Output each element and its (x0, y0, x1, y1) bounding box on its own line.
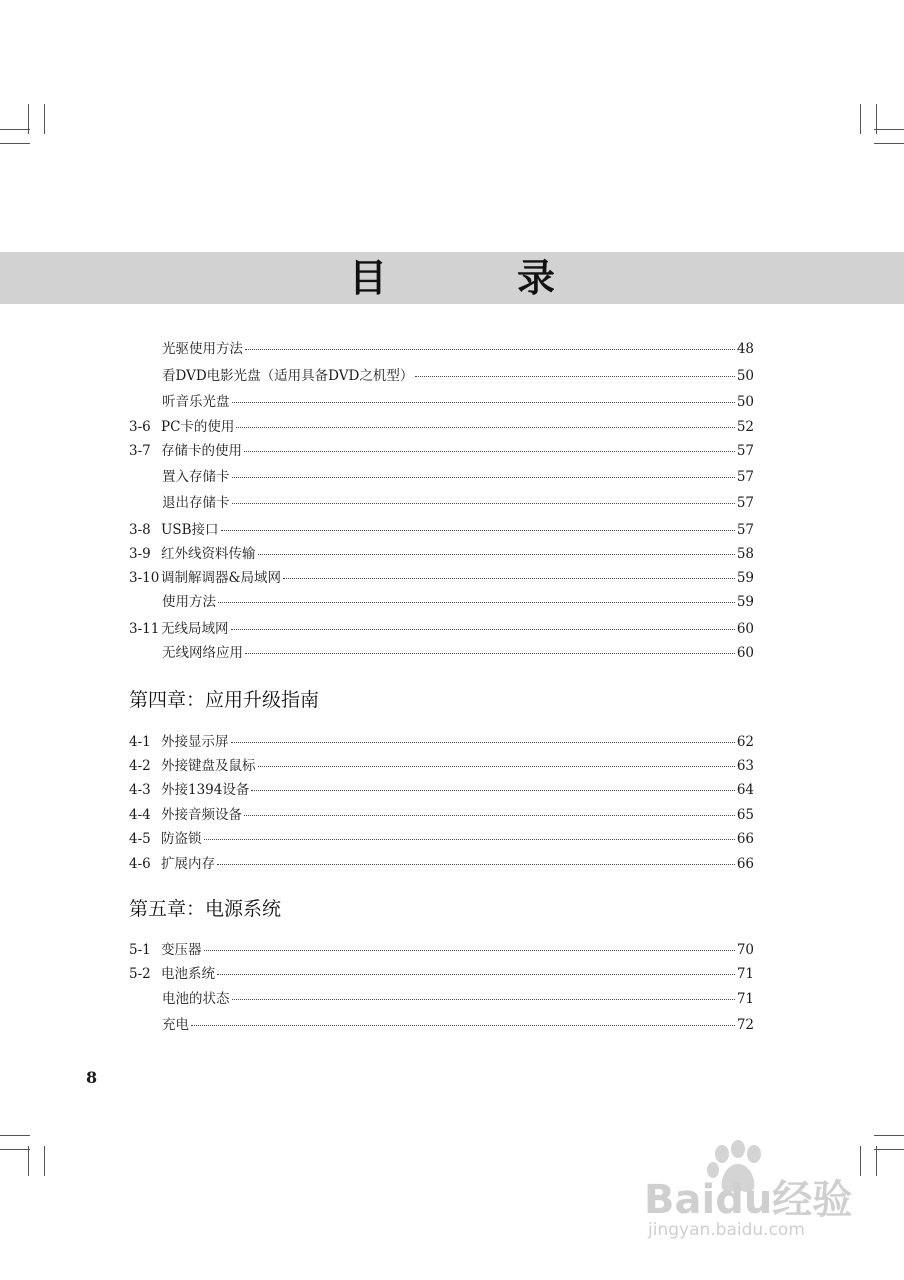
toc-entry-page: 65 (736, 807, 754, 823)
crop-mark (874, 1135, 904, 1136)
toc-entry-label: 使用方法 (162, 594, 216, 610)
crop-mark (860, 104, 861, 134)
toc-leader-dots (217, 973, 735, 975)
toc-entry-page: 50 (736, 368, 754, 384)
toc-leader-dots (258, 765, 735, 767)
toc-entry-label: 看DVD电影光盘（适用具备DVD之机型） (162, 368, 414, 384)
toc-entry[interactable] (129, 519, 754, 541)
toc-entry-number: 4-5 (129, 831, 151, 847)
toc-entry[interactable] (129, 591, 754, 613)
toc-entry-page: 66 (736, 831, 754, 847)
toc-entry-page: 57 (736, 522, 754, 538)
toc-leader-dots (232, 401, 735, 403)
toc-entry[interactable] (129, 365, 754, 387)
chapter-heading[interactable]: 第五章：电源系统 (129, 898, 282, 920)
toc-entry-page: 59 (736, 570, 754, 586)
toc-leader-dots (244, 814, 735, 816)
crop-mark (0, 1149, 30, 1150)
toc-leader-dots (283, 577, 735, 579)
toc-leader-dots (217, 863, 735, 865)
toc-entry-page: 64 (736, 782, 754, 798)
toc-entry-page: 72 (736, 1017, 754, 1033)
toc-entry-label: 无线网络应用 (162, 645, 243, 661)
toc-leader-dots (251, 789, 734, 791)
crop-mark (28, 1146, 29, 1176)
toc-entry-page: 62 (736, 734, 754, 750)
toc-leader-dots (231, 741, 735, 743)
baidu-watermark (640, 1140, 860, 1250)
toc-entry-number: 3-9 (129, 546, 151, 562)
toc-entry[interactable] (129, 642, 754, 664)
toc-leader-dots (218, 601, 735, 603)
toc-entry-label: 充电 (162, 1017, 189, 1033)
toc-entry-page: 50 (736, 394, 754, 410)
toc-entry-label: 调制解调器&局域网 (161, 570, 282, 586)
toc-entry[interactable] (129, 567, 754, 589)
toc-entry[interactable] (129, 466, 754, 488)
toc-entry-label: 外接1394设备 (161, 782, 250, 798)
toc-entry-number: 3-6 (129, 419, 151, 435)
toc-leader-dots (231, 628, 735, 630)
toc-entry[interactable] (129, 1014, 754, 1036)
toc-entry-number: 3-7 (129, 443, 151, 459)
toc-leader-dots (232, 998, 735, 1000)
toc-entry-page: 57 (736, 469, 754, 485)
toc-leader-dots (191, 1024, 735, 1026)
toc-entry-label: 无线局域网 (161, 621, 229, 637)
toc-entry[interactable] (129, 391, 754, 413)
toc-leader-dots (236, 426, 734, 428)
toc-entry[interactable] (129, 618, 754, 640)
toc-entry-number: 4-3 (129, 782, 151, 798)
page-title: 目 录 (348, 256, 601, 300)
toc-entry-label: 外接音频设备 (161, 807, 242, 823)
toc-entry-page: 59 (736, 594, 754, 610)
toc-entry-number: 3-11 (129, 621, 160, 637)
toc-entry-number: 5-2 (129, 966, 151, 982)
toc-entry-page: 66 (736, 856, 754, 872)
toc-entry[interactable] (129, 731, 754, 753)
toc-entry[interactable] (129, 963, 754, 985)
toc-entry-page: 63 (736, 758, 754, 774)
crop-mark (874, 1149, 904, 1150)
watermark-url: jingyan.baidu.com (648, 1220, 805, 1240)
toc-entry-label: 光驱使用方法 (162, 341, 243, 357)
toc-leader-dots (204, 838, 735, 840)
watermark-brand: Baidu经验 (644, 1177, 853, 1223)
crop-mark (874, 129, 904, 130)
toc-leader-dots (245, 652, 735, 654)
crop-mark (44, 104, 45, 134)
toc-entry[interactable] (129, 755, 754, 777)
toc-entry-page: 71 (736, 991, 754, 1007)
toc-entry-label: 外接显示屏 (161, 734, 229, 750)
toc-entry-page: 58 (736, 546, 754, 562)
crop-mark (0, 129, 30, 130)
toc-entry-label: 置入存储卡 (162, 469, 230, 485)
toc-entry-number: 5-1 (129, 942, 151, 958)
toc-entry-page: 57 (736, 443, 754, 459)
toc-entry-label: 红外线资料传输 (161, 546, 256, 562)
toc-entry-label: USB接口 (161, 522, 219, 538)
toc-entry[interactable] (129, 338, 754, 360)
toc-entry[interactable] (129, 939, 754, 961)
toc-entry-page: 48 (736, 341, 754, 357)
toc-entry-page: 71 (736, 966, 754, 982)
crop-mark (860, 1146, 861, 1176)
toc-leader-dots (232, 502, 735, 504)
toc-entry-number: 3-10 (129, 570, 160, 586)
toc-entry-label: 扩展内存 (161, 856, 215, 872)
chapter-heading[interactable]: 第四章：应用升级指南 (129, 689, 320, 711)
toc-entry-label: 防盗锁 (161, 831, 202, 847)
toc-entry[interactable] (129, 440, 754, 462)
toc-leader-dots (204, 949, 735, 951)
crop-mark (874, 143, 904, 144)
toc-leader-dots (244, 450, 735, 452)
toc-entry[interactable] (129, 853, 754, 875)
toc-entry-label: 外接键盘及鼠标 (161, 758, 256, 774)
toc-entry[interactable] (129, 492, 754, 514)
toc-entry-number: 4-1 (129, 734, 151, 750)
toc-entry-label: 电池系统 (161, 966, 215, 982)
toc-entry-label: 电池的状态 (162, 991, 230, 1007)
crop-mark (44, 1146, 45, 1176)
toc-entry-page: 57 (736, 495, 754, 511)
page-number: 8 (86, 1068, 98, 1087)
toc-leader-dots (221, 529, 735, 531)
toc-entry-number: 4-2 (129, 758, 151, 774)
toc-leader-dots (415, 375, 734, 377)
toc-entry[interactable] (129, 804, 754, 826)
toc-entry[interactable] (129, 416, 754, 438)
toc-entry-label: 变压器 (161, 942, 202, 958)
toc-leader-dots (245, 348, 735, 350)
crop-mark (876, 1146, 877, 1176)
crop-mark (0, 143, 30, 144)
toc-entry-page: 70 (736, 942, 754, 958)
toc-entry-number: 3-8 (129, 522, 151, 538)
toc-entry-page: 60 (736, 645, 754, 661)
crop-mark (0, 1135, 30, 1136)
toc-entry[interactable] (129, 543, 754, 565)
toc-entry-label: 退出存储卡 (162, 495, 230, 511)
toc-entry-number: 4-4 (129, 807, 151, 823)
toc-entry-label: 听音乐光盘 (162, 394, 230, 410)
toc-entry-page: 60 (736, 621, 754, 637)
toc-entry-number: 4-6 (129, 856, 151, 872)
toc-entry-label: PC卡的使用 (161, 419, 235, 435)
toc-leader-dots (258, 553, 735, 555)
toc-entry[interactable] (129, 779, 754, 801)
toc-entry[interactable] (129, 988, 754, 1010)
toc-entry[interactable] (129, 828, 754, 850)
toc-leader-dots (232, 476, 735, 478)
toc-entry-label: 存储卡的使用 (161, 443, 242, 459)
toc-entry-page: 52 (736, 419, 754, 435)
